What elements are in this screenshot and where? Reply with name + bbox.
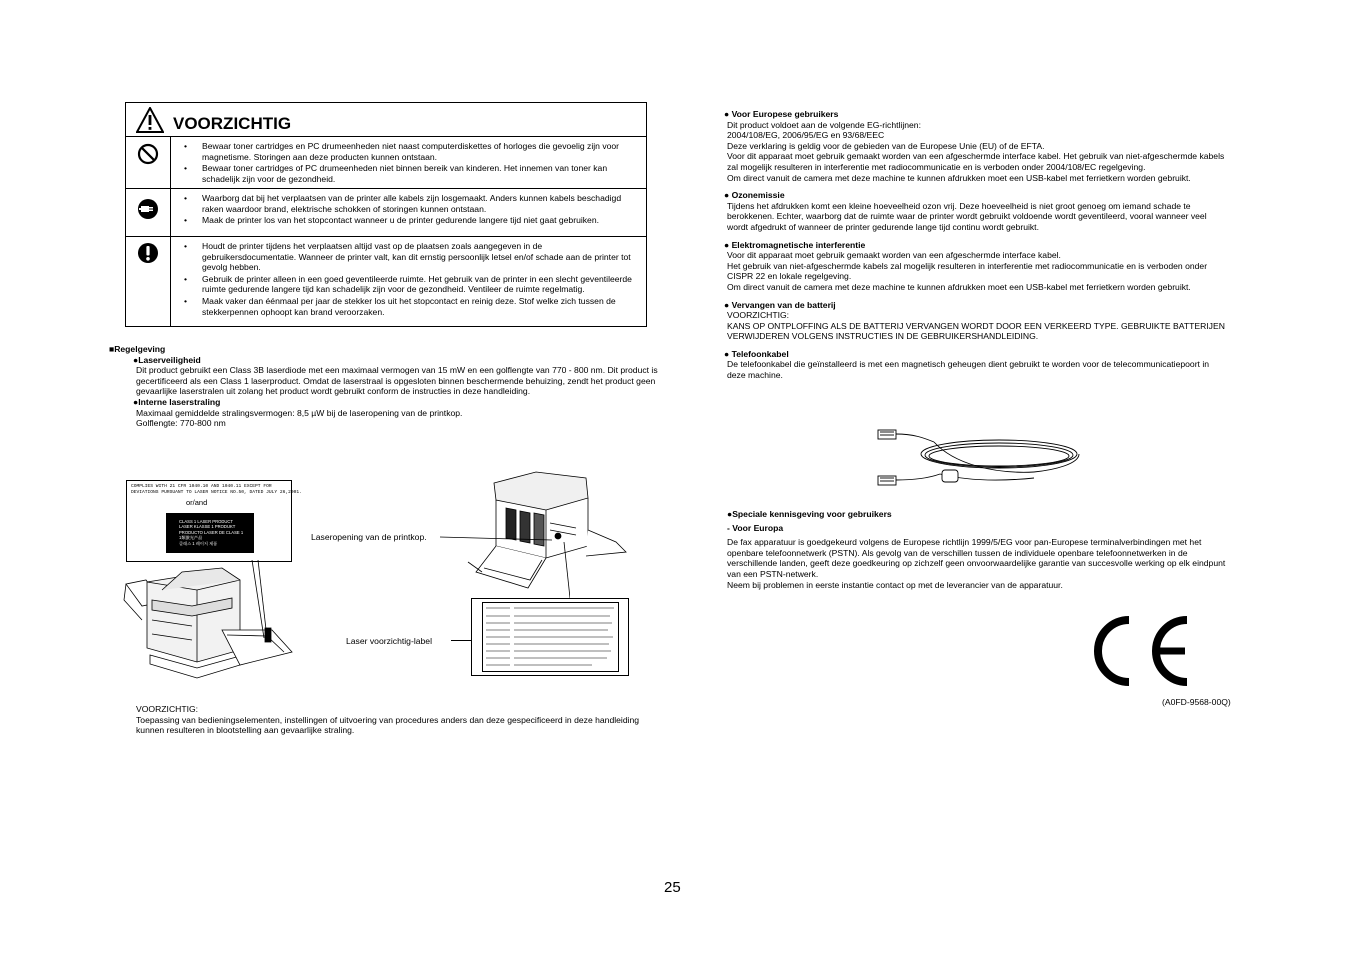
regelgeving-section [109, 344, 674, 429]
footer-caution [136, 704, 666, 736]
footer-caution-title: VOORZICHTIG: [136, 704, 199, 714]
printer-front-illustration [122, 560, 297, 695]
special-subheading: - Voor Europa [727, 522, 784, 533]
special-text: De fax apparatuur is goedgekeurd volgens de Europese richtlijn 1999/5/EG voor pan-Europese terminalverbindingen met het openbare telefoonnetwerk (PSTN). Als gevolg van de verschillen tussen de individuele openbare telefoonnetwerken in de verschillende landen, geeft deze goedkeuring op zichzelf geen onvoorwaardelijke garantie van succesvolle werking op elk eindpunt van een PSTN-netwerk. [727, 537, 1226, 579]
eu-heading: ● Voor Europese gebruikers [724, 109, 839, 119]
list-item: • Waarborg dat bij het verplaatsen van de printer alle kabels zijn losgemaakt. Anders kunnen kabels beschadigd raken waardoor brand, elektrische schokken of storingen kunnen ontstaan. [184, 193, 638, 214]
compliance-label-box [126, 480, 302, 562]
intern-line-1: Maximaal gemiddelde stralingsvermogen: 8,5 µW bij de laseropening van de printkop. [136, 407, 463, 418]
ce-mark-icon [1093, 616, 1193, 686]
prohibition-icon [137, 143, 159, 165]
list-item: • Bewaar toner cartridges of PC drumeenheden niet binnen bereik van kinderen. Het innemen van toner kan schadelijk zijn voor de gezondheid. [184, 163, 638, 184]
special-notice [727, 509, 1232, 590]
caution-row-handling [126, 237, 646, 327]
caution-row-cables [126, 189, 646, 237]
ce-code: (A0FD-9568-00Q) [1162, 697, 1231, 707]
right-column [724, 109, 1229, 381]
special-heading: ●Speciale kennisgeving voor gebruikers [727, 509, 892, 519]
telephone-cable-illustration [874, 424, 1084, 496]
callout-laser-opening: Laseropening van de printkop. [311, 532, 427, 542]
exclamation-icon [137, 242, 159, 264]
laser-warning-label-box [471, 598, 629, 676]
eu-body: Dit product voldoet aan de volgende EG-richtlijnen: 2004/108/EG, 2006/95/EG en 93/68/EEC Deze verklaring is geldig voor de gebieden van de Europese Unie (EU) of de EFTA. Voor dit apparaat moet gebruik gemaakt worden van een afgeschermde interface kabel. Het gebruik van niet-afgeschermde kabels zal mogelijk resulteren in interferentie met radiocommunicatie en is verboden onder 2004/108/EC regelgeving. Om direct vanuit de camera met deze machine te kunnen afdrukken moet een USB-kabel met ferrietkern worden gebruikt. [727, 119, 1225, 183]
caution-header [126, 103, 646, 137]
phone-cable-heading: ● Telefoonkabel [724, 348, 789, 359]
intern-heading: ●Interne laserstraling [133, 396, 221, 407]
list-item: • Houdt de printer tijdens het verplaatsen altijd vast op de plaatsen zoals aangegeven in de gebruikersdocumentatie. Wanneer de printer valt, kan dit ernstig persoonlijk letsel en/of schade aan de printer tot gevolg hebben. [184, 241, 638, 273]
caution-list-handling [184, 241, 638, 318]
caution-list-storage [184, 141, 638, 185]
class-label-pointer [250, 560, 270, 640]
list-item: • Maak vaker dan éénmaal per jaar de stekker los uit het stopcontact en reinig deze. Stof welke zich tussen de stekkerpennen ophoopt kan brand veroorzaken. [184, 296, 638, 317]
caution-list-cables [184, 193, 638, 227]
list-item: • Bewaar toner cartridges en PC drumeenheden niet naast computerdiskettes of horloges die gevoelig zijn voor magnetisme. Storingen aan deze producten kunnen ontstaan. [184, 141, 638, 162]
phone-cable-text: De telefoonkabel die geïnstalleerd is met een magnetisch geheugen dient gebruikt te worden voor de telecommunicatiepoort in deze machine. [727, 359, 1210, 381]
ozon-heading: ● Ozonemissie [724, 190, 785, 201]
caution-table [125, 102, 647, 327]
footer-caution-text: Toepassing van bedieningselementen, instellingen of uitvoering van procedures anders dan deze gespecificeerd in deze handleiding kunnen resulteren in blootstelling aan gevaarlijke straling. [136, 714, 640, 736]
callout-lines [440, 530, 570, 600]
class1-label: CLASS 1 LASER PRODUCT LASER KLASSE 1 PRODUKT PRODUCTO LASER DE CLASE 1 1類激光产品 클래스 1 레이저 제품 [166, 513, 254, 553]
page-number: 25 [664, 879, 681, 896]
caution-title: VOORZICHTIG [173, 114, 292, 133]
warning-triangle-icon [136, 107, 164, 133]
battery-text: KANS OP ONTPLOFFING ALS DE BATTERIJ VERVANGEN WORDT DOOR EEN VERKEERD TYPE. GEBRUIKTE BATTERIJEN VERWIJDEREN VOLGENS INSTRUCTIES IN DE GEBRUIKERSHANDLEIDING. [727, 320, 1225, 342]
or-and-text: or/and [186, 498, 208, 507]
callout-warning-label: Laser voorzichtig-label [346, 636, 432, 646]
intern-line-2: Golflengte: 770-800 nm [136, 418, 226, 429]
laser-text: Dit product gebruikt een Class 3B laserdiode met een maximaal vermogen van 15 mW en een golflengte van 770 - 800 nm. Dit product is gecertificeerd als een Class 1 laserproduct. Omdat de laserstraal is opgesloten binnen beschermende behuizing, zendt het product geen gevaarlijke laserstralen uit zolang het product wordt gebruikt conform de instructies in deze handleiding. [136, 365, 658, 397]
list-item: • Maak de printer los van het stopcontact wanneer u de printer gedurende langere tijd niet gaat gebruiken. [184, 215, 638, 226]
compliance-line-1: COMPLIES WITH 21 CFR 1040.10 AND 1040.11 EXCEPT FOR [131, 484, 272, 489]
unplug-icon [137, 198, 159, 220]
battery-caution: VOORZICHTIG: [727, 310, 790, 321]
compliance-line-2: DEVIATIONS PURSUANT TO LASER NOTICE NO.50, DATED JULY 26,2001. [131, 490, 302, 495]
laser-warning-label-graphic [482, 602, 619, 672]
battery-heading: ● Vervangen van de batterij [724, 299, 836, 310]
laser-heading: ●Laserveiligheid [133, 354, 201, 365]
list-item: • Gebruik de printer alleen in een goed geventileerde ruimte. Het gebruik van de printer in een slecht geventileerde ruimte gedurende langere tijd kan schadelijk zijn voor de gezondheid. Ventileer de ruimte regelmatig. [184, 274, 638, 295]
emi-heading: ● Elektromagnetische interferentie [724, 239, 866, 250]
regelgeving-heading: ■Regelgeving [109, 344, 166, 354]
caution-row-storage [126, 137, 646, 189]
emi-body: Voor dit apparaat moet gebruik gemaakt worden van een afgeschermde interface kabel. Het gebruik van niet-afgeschermde kabels zal mogelijk resulteren in interferentie met radiocommunicatie en is verboden onder CISPR 22 en lokale regelgeving. Om direct vanuit de camera met deze machine te kunnen afdrukken moet een USB-kabel met ferrietkern worden gebruikt. [727, 250, 1208, 292]
ozon-text: Tijdens het afdrukken komt een kleine hoeveelheid ozon vrij. Deze hoeveelheid is niet groot genoeg om iemand schade te berokkenen. Echter, waarborg dat de ruimte waar de printer wordt gebruikt voldoende wordt geventileerd, vooral wanneer veel wordt afgedrukt of wanneer de printer gedurende lange tijd continu wordt gebruikt. [727, 200, 1207, 232]
special-text-2: Neem bij problemen in eerste instantie contact op met de leverancier van de apparatuur. [727, 579, 1063, 590]
